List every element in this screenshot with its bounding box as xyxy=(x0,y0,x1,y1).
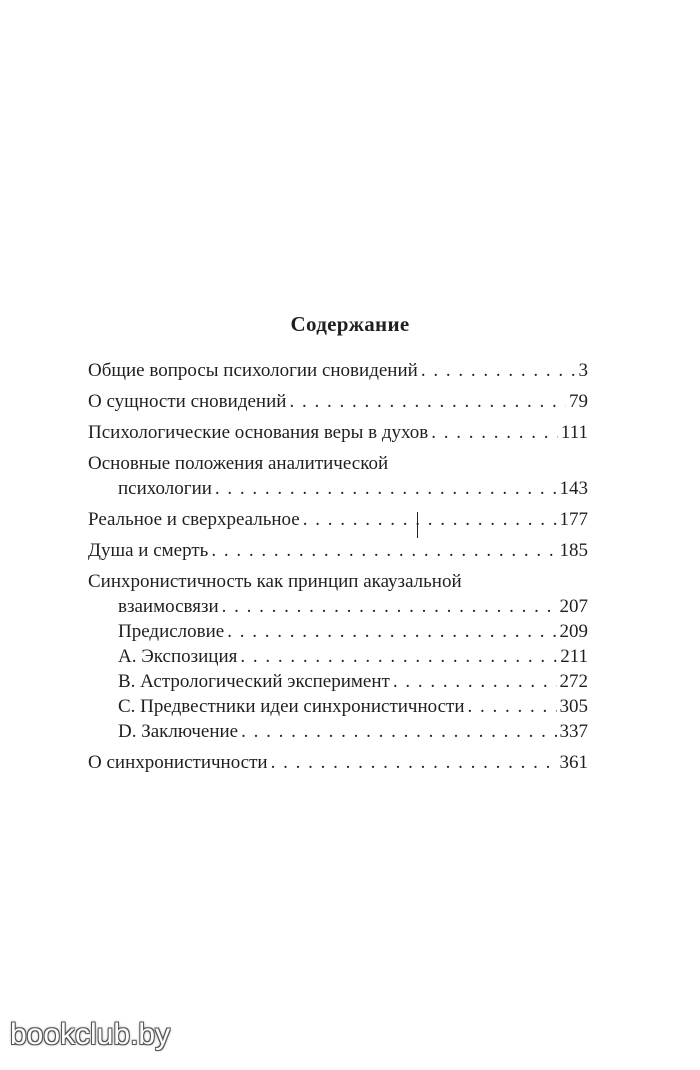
toc-page-number: 185 xyxy=(559,540,588,561)
toc-page-number: 272 xyxy=(559,671,588,692)
toc-entry[interactable] xyxy=(88,420,588,445)
toc-entry-title-line2: взаимосвязи xyxy=(118,596,219,617)
toc-entry-title: О синхронистичности xyxy=(88,752,268,773)
toc-entry-title: B. Астрологический эксперимент xyxy=(118,671,390,692)
dot-leader xyxy=(241,719,556,744)
toc-page-number: 207 xyxy=(559,596,588,617)
dot-leader xyxy=(393,669,557,694)
toc-entry-title: A. Экспозиция xyxy=(118,646,238,667)
dot-leader xyxy=(240,644,557,669)
text-cursor-mark xyxy=(417,512,418,538)
dot-leader xyxy=(421,358,576,383)
dot-leader xyxy=(211,538,556,563)
toc-entry[interactable] xyxy=(88,750,588,775)
toc-page-number: 211 xyxy=(560,646,588,667)
dot-leader xyxy=(303,507,557,532)
toc-entry-title: D. Заключение xyxy=(118,721,239,742)
table-of-contents xyxy=(88,358,588,775)
toc-page-number: 3 xyxy=(578,360,588,381)
dot-leader xyxy=(271,750,557,775)
toc-page-number: 79 xyxy=(569,391,588,412)
toc-subentry[interactable] xyxy=(88,669,588,694)
dot-leader xyxy=(222,594,557,619)
toc-entry[interactable] xyxy=(88,569,588,744)
toc-page-number: 177 xyxy=(559,509,588,530)
toc-page-number: 209 xyxy=(559,621,588,642)
toc-entry-title: Общие вопросы психологии сновидений xyxy=(88,360,418,381)
dot-leader xyxy=(227,619,556,644)
toc-page-number: 111 xyxy=(560,422,588,443)
toc-entry-title: C. Предвестники идеи синхронистичности xyxy=(118,696,465,717)
toc-entry-title-line1: Основные положения аналитической xyxy=(88,453,389,474)
toc-entry[interactable] xyxy=(88,507,588,532)
toc-entry-title-line2: психологии xyxy=(118,478,212,499)
toc-entry-title: О сущности сновидений xyxy=(88,391,287,412)
toc-entry-title: Предисловие xyxy=(118,621,225,642)
toc-entry[interactable] xyxy=(88,538,588,563)
site-watermark: bookclub.by xyxy=(10,1018,171,1051)
toc-page-number: 305 xyxy=(559,696,588,717)
toc-subentry[interactable] xyxy=(88,719,588,744)
toc-entry-title: Душа и смерть xyxy=(88,540,209,561)
toc-entry[interactable] xyxy=(88,451,588,501)
toc-entry-title: Психологические основания веры в духов xyxy=(88,422,429,443)
dot-leader xyxy=(215,476,557,501)
toc-entry-title-line1: Синхронистичность как принцип акаузальной xyxy=(88,571,462,592)
toc-entry-title: Реальное и сверхреальное xyxy=(88,509,300,530)
dot-leader xyxy=(289,389,566,414)
toc-entry[interactable] xyxy=(88,358,588,383)
dot-leader xyxy=(468,694,557,719)
toc-page-number: 361 xyxy=(559,752,588,773)
toc-subentry[interactable] xyxy=(88,644,588,669)
toc-page-number: 337 xyxy=(559,721,588,742)
toc-subentry[interactable] xyxy=(88,619,588,644)
toc-subentry[interactable] xyxy=(88,694,588,719)
toc-entry[interactable] xyxy=(88,389,588,414)
toc-page-number: 143 xyxy=(559,478,588,499)
dot-leader xyxy=(431,420,558,445)
page-title: Содержание xyxy=(290,312,410,336)
